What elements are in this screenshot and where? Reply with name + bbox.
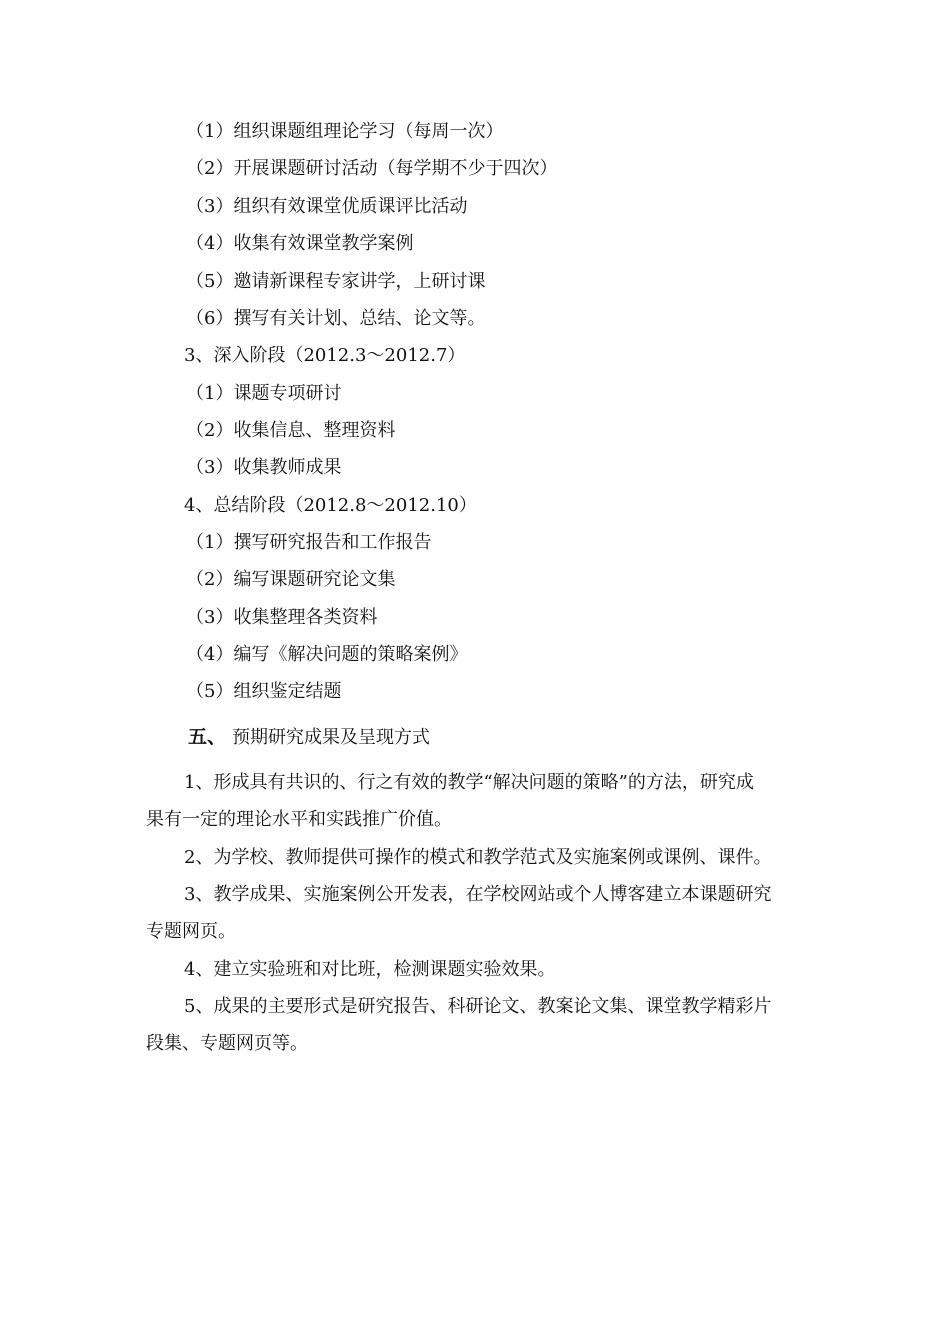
outcome-paragraph-5-line1: 5、成果的主要形式是研究报告、科研论文、教案论文集、课堂教学精彩片 (184, 996, 772, 1017)
stage2-item-6: （6）撰写有关计划、总结、论文等。 (186, 308, 486, 329)
stage2-item-3: （3）组织有效课堂优质课评比活动 (186, 196, 468, 217)
stage2-item-5: （5）邀请新课程专家讲学，上研讨课 (186, 271, 486, 292)
outcome-paragraph-2-line1: 2、为学校、教师提供可操作的模式和教学范式及实施案例或课例、课件。 (184, 847, 772, 868)
stage4-title: 4、总结阶段（2012.8～2012.10） (184, 495, 477, 516)
stage4-item-2: （2）编写课题研究论文集 (186, 569, 396, 590)
section5-heading (188, 725, 430, 750)
stage3-title: 3、深入阶段（2012.3～2012.7） (184, 345, 466, 366)
stage3-item-2: （2）收集信息、整理资料 (186, 420, 396, 441)
stage4-item-1: （1）撰写研究报告和工作报告 (186, 532, 432, 553)
outcome-paragraph-3-line1: 3、教学成果、实施案例公开发表，在学校网站或个人博客建立本课题研究 (184, 884, 772, 905)
outcome-paragraph-1-line1: 1、形成具有共识的、行之有效的教学“解决问题的策略”的方法，研究成 (184, 772, 754, 793)
outcome-paragraph-1-line2: 果有一定的理论水平和实践推广价值。 (146, 809, 452, 830)
stage3-item-1: （1）课题专项研讨 (186, 383, 342, 404)
section5-number: 五、 (188, 726, 227, 748)
stage2-item-1: （1）组织课题组理论学习（每周一次） (186, 121, 504, 142)
stage4-item-3: （3）收集整理各类资料 (186, 607, 378, 628)
stage2-item-4: （4）收集有效课堂教学案例 (186, 233, 414, 254)
section5-title: 预期研究成果及呈现方式 (232, 727, 431, 748)
outcome-paragraph-4-line1: 4、建立实验班和对比班，检测课题实验效果。 (184, 959, 556, 980)
stage2-item-2: （2）开展课题研讨活动（每学期不少于四次） (186, 158, 558, 179)
outcome-paragraph-3-line2: 专题网页。 (146, 921, 236, 942)
stage4-item-5: （5）组织鉴定结题 (186, 681, 342, 702)
stage4-item-4: （4）编写《解决问题的策略案例》 (186, 644, 468, 665)
stage3-item-3: （3）收集教师成果 (186, 457, 342, 478)
outcome-paragraph-5-line2: 段集、专题网页等。 (146, 1033, 308, 1054)
